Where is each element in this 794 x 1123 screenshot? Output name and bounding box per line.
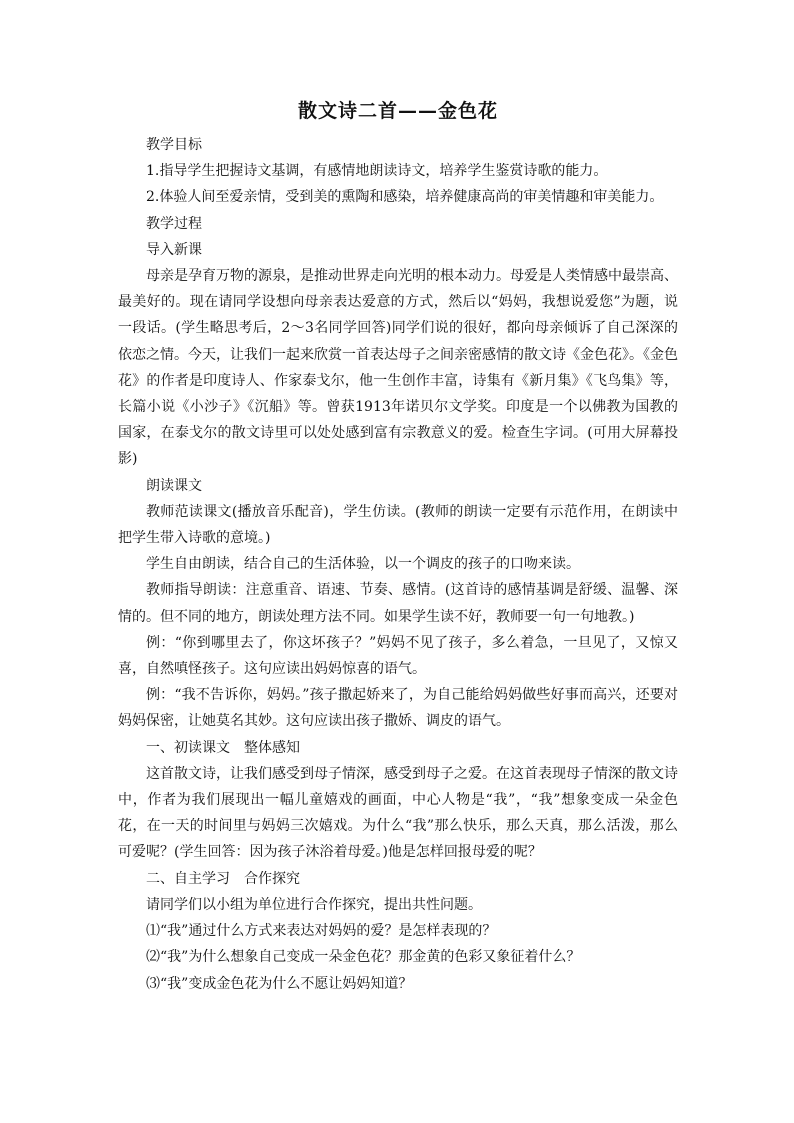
teacher-reading-paragraph: 教师范读课文(播放音乐配音)，学生仿读。(教师的朗读一定要有示范作用，在朗读中把学生带入诗歌的意境。) [118,503,678,547]
goal-item-2: 2.体验人间至爱亲情，受到美的熏陶和感染，培养健康高尚的审美情趣和审美能力。 [146,189,664,206]
section-1-body: 这首散文诗，让我们感受到母子情深，感受到母子之爱。在这首表现母子情深的散文诗中，作者为我们展现出一幅儿童嬉戏的画面，中心人物是“我”，“我”想象变成一朵金色花，在一天的时间里与妈妈三次嬉戏。为什么“我”那么快乐，那么天真，那么活泼，那么可爱呢？(学生回答：因为孩子沐浴着母爱。)他是怎样回报母爱的呢？ [118,765,678,861]
document-title: 散文诗二首——金色花 [297,100,498,122]
example-2-paragraph: 例：“我不告诉你，妈妈。”孩子撒起娇来了，为自己能给妈妈做些好事而高兴，还要对妈妈保密，让她莫名其妙。这句应读出孩子撒娇、调皮的语气。 [118,687,678,730]
section-1-heading: 一、初读课文 整体感知 [146,739,300,756]
heading-new-lesson-intro: 导入新课 [146,241,202,258]
question-2: ⑵“我”为什么想象自己变成一朵金色花？那金黄的色彩又象征着什么？ [146,949,581,966]
section-2-body: 请同学们以小组为单位进行合作探究，提出共性问题。 [146,896,482,913]
document-page [118,94,678,997]
reading-guidance-paragraph: 教师指导朗读：注意重音、语速、节奏、感情。(这首诗的感情基调是舒缓、温馨、深情的。但不同的地方，朗读处理方法不同。如果学生读不好，教师要一句一句地教。) [118,582,678,625]
heading-teaching-goals: 教学目标 [146,137,202,153]
heading-reading: 朗读课文 [146,477,202,494]
example-1-paragraph: 例：“你到哪里去了，你这坏孩子？”妈妈不见了孩子，多么着急，一旦见了，又惊又喜，自然嗔怪孩子。这句应读出妈妈惊喜的语气。 [118,634,678,678]
free-reading-paragraph: 学生自由朗读，结合自己的生活体验，以一个调皮的孩子的口吻来读。 [146,556,580,573]
section-2-heading: 二、自主学习 合作探究 [146,870,300,887]
question-1: ⑴“我”通过什么方式来表达对妈妈的爱？是怎样表现的？ [146,923,497,940]
question-3: ⑶“我”变成金色花为什么不愿让妈妈知道？ [146,975,413,992]
intro-paragraph: 母亲是孕育万物的源泉，是推动世界走向光明的根本动力。母爱是人类情感中最崇高、最美好的。现在请同学设想向母亲表达爱意的方式，然后以“妈妈，我想说爱您”为题，说一段话。(学生略思考后，2～3名同学回答)同学们说的很好，都向母亲倾诉了自己深深的依恋之情。今天，让我们一起来欣赏一首表达母子之间亲密感情的散文诗《金色花》。《金色花》的作者是印度诗人、作家泰戈尔，他一生创作丰富，诗集有《新月集》《飞鸟集》等，长篇小说《小沙子》《沉船》等。曾获1913年诺贝尔文学奖。印度是一个以佛教为国教的国家，在泰戈尔的散文诗里可以处处感到富有宗教意义的爱。检查生字词。(可用大屏幕投影) [118,268,678,468]
heading-teaching-process: 教学过程 [146,215,202,232]
goal-item-1: 1.指导学生把握诗文基调，有感情地朗读诗文，培养学生鉴赏诗歌的能力。 [146,163,608,180]
